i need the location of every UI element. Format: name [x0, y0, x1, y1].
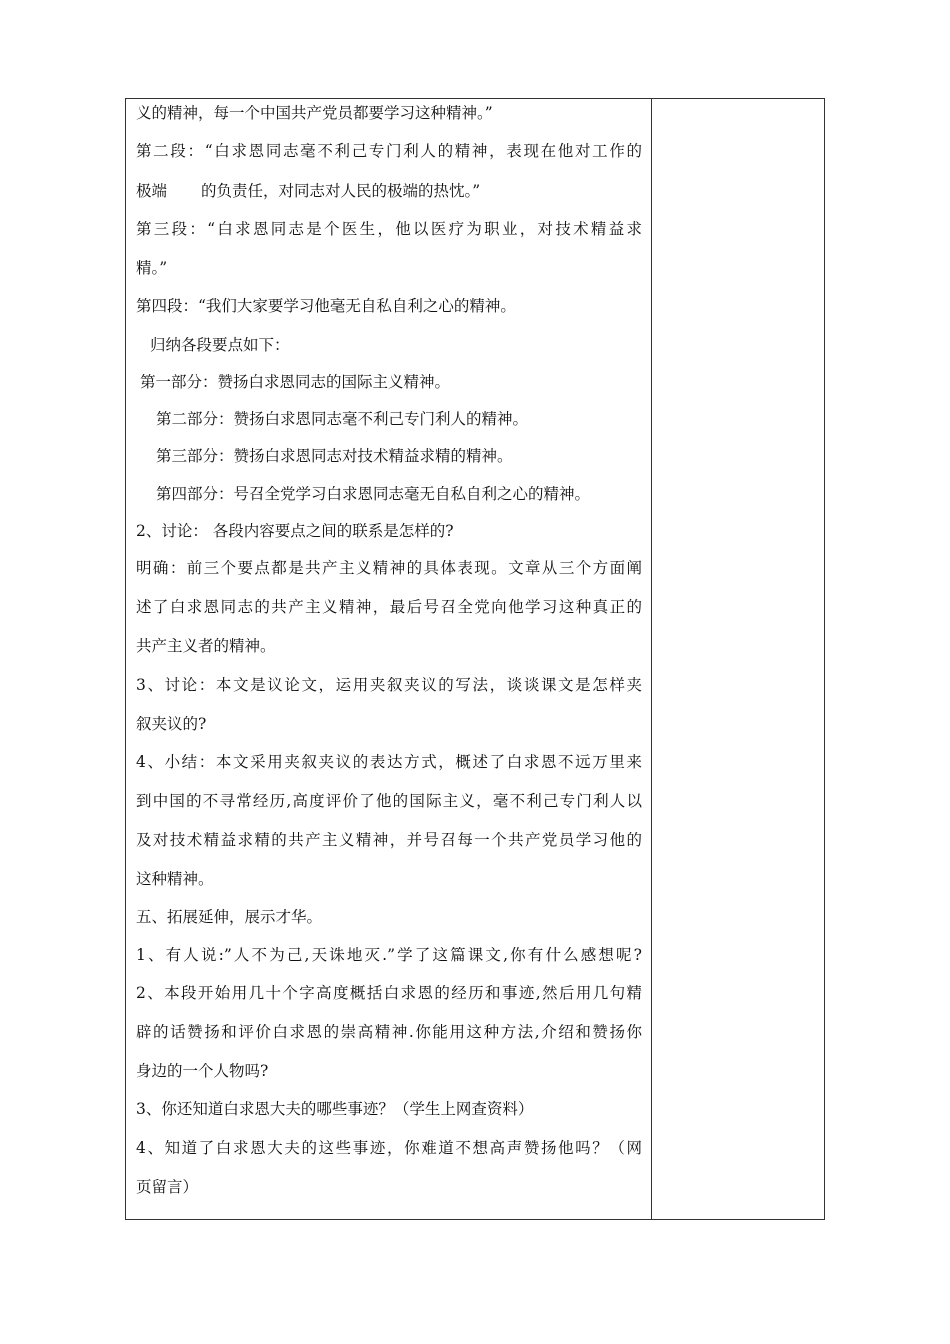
- section-heading: 五、拓展延伸，展示才华。: [136, 908, 323, 926]
- text-line: 页留言）: [136, 1178, 199, 1196]
- text-line: 第二段：“白求恩同志毫不利己专门利人的精神，表现在他对工作的: [136, 142, 642, 160]
- text-line: 第三部分：赞扬白求恩同志对技术精益求精的精神。: [156, 447, 513, 465]
- text-fragment: 极端: [136, 182, 168, 200]
- text-line: 4、小结：本文采用夹叙夹议的表达方式，概述了白求恩不远万里来: [136, 753, 642, 771]
- text-line: 叙夹议的?: [136, 715, 207, 733]
- text-fragment: 的负责任，对同志对人民的极端的热忱。”: [201, 182, 481, 200]
- text-line: 第一部分：赞扬白求恩同志的国际主义精神。: [140, 373, 451, 391]
- text-line: 到中国的不寻常经历,高度评价了他的国际主义，毫不利己专门利人以: [136, 792, 642, 810]
- text-line: 3、你还知道白求恩大夫的哪些事迹？（学生上网查资料）: [136, 1100, 534, 1118]
- text-line: 第四段：“我们大家要学习他毫无自私自利之心的精神。: [136, 297, 516, 315]
- notes-cell: [652, 99, 824, 1219]
- text-line: 及对技术精益求精的共产主义精神，并号召每一个共产党员学习他的: [136, 831, 642, 849]
- text-line: 辟的话赞扬和评价白求恩的崇高精神.你能用这种方法,介绍和赞扬你: [136, 1023, 642, 1041]
- text-line: 归纳各段要点如下：: [150, 336, 290, 354]
- content-cell: [126, 99, 652, 1219]
- text-line: 身边的一个人物吗?: [136, 1062, 269, 1080]
- text-line: 述了白求恩同志的共产主义精神，最后号召全党向他学习这种真正的: [136, 598, 642, 616]
- text-line: 第二部分：赞扬白求恩同志毫不利己专门利人的精神。: [156, 410, 529, 428]
- text-line: 第四部分：号召全党学习白求恩同志毫无自私自利之心的精神。: [156, 485, 591, 503]
- text-line: 明确：前三个要点都是共产主义精神的具体表现。文章从三个方面阐: [136, 559, 642, 577]
- text-line: 义的精神，每一个中国共产党员都要学习这种精神。”: [136, 104, 493, 122]
- document-table: [125, 98, 825, 1220]
- text-line: 精。”: [136, 259, 168, 277]
- text-line: 这种精神。: [136, 870, 214, 888]
- text-line: 3、讨论：本文是议论文，运用夹叙夹议的写法，谈谈课文是怎样夹: [136, 676, 642, 694]
- text-line: [136, 181, 480, 201]
- text-line: 4、知道了白求恩大夫的这些事迹，你难道不想高声赞扬他吗？（网: [136, 1139, 642, 1157]
- text-line: 第三段：“白求恩同志是个医生，他以医疗为职业，对技术精益求: [136, 220, 642, 238]
- text-line: 1、有人说:”人不为己,天诛地灭.”学了这篇课文,你有什么感想呢?: [136, 946, 642, 964]
- text-line: 共产主义者的精神。: [136, 637, 276, 655]
- text-line: 2、讨论： 各段内容要点之间的联系是怎样的?: [136, 522, 454, 540]
- text-line: 2、本段开始用几十个字高度概括白求恩的经历和事迹,然后用几句精: [136, 984, 642, 1002]
